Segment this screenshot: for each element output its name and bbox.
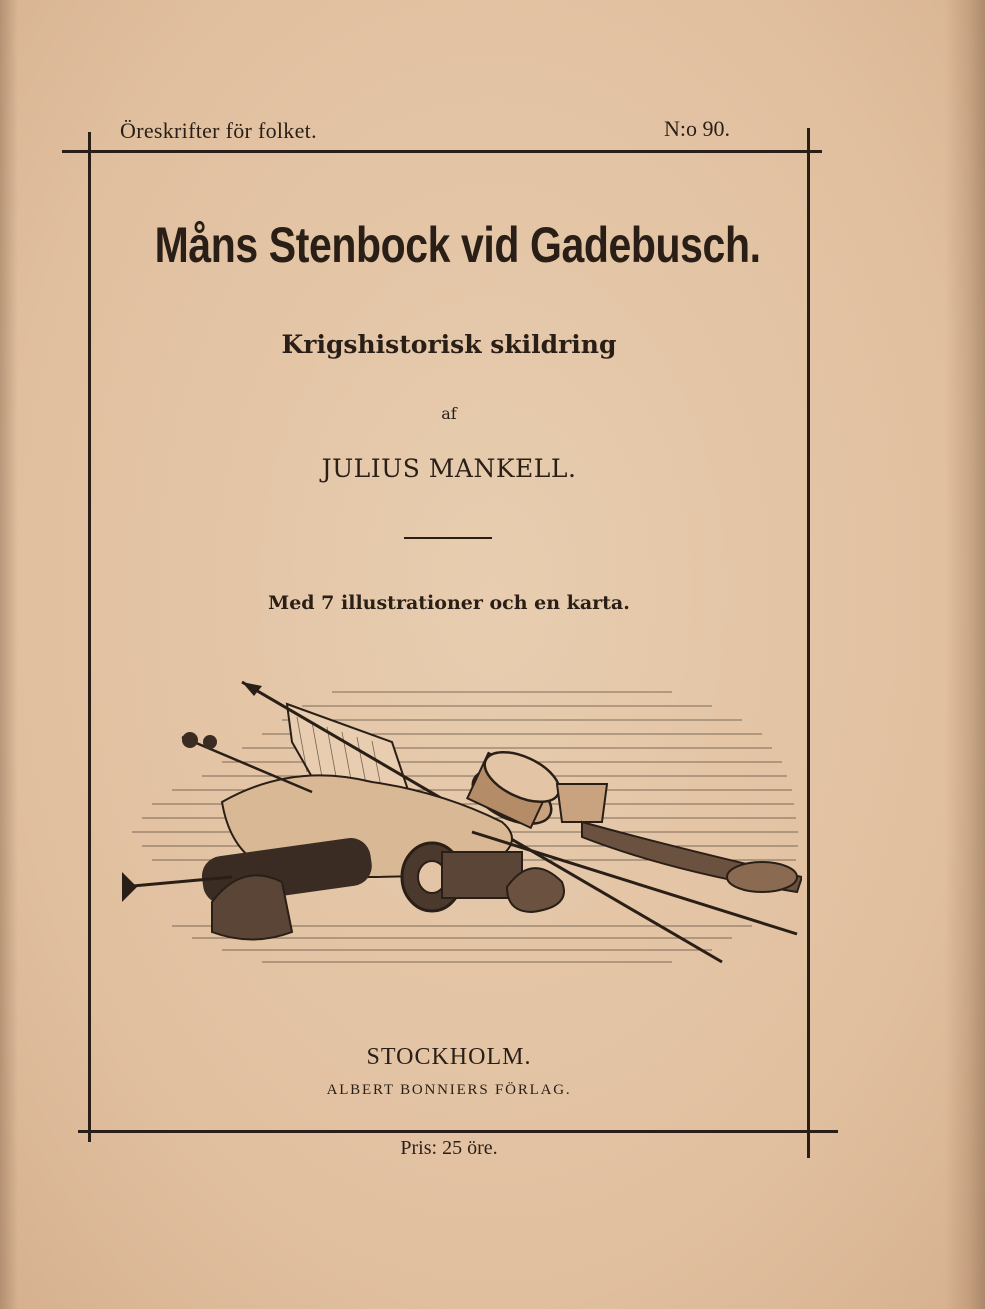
divider-rule bbox=[404, 537, 492, 539]
illustrations-note: Med 7 illustrationer och en karta. bbox=[268, 592, 630, 614]
price-label: Pris: 25 öre. bbox=[400, 1137, 498, 1159]
issue-number: N:o 90. bbox=[664, 116, 730, 141]
frame-top-rule bbox=[62, 150, 822, 153]
frame-right-rule bbox=[807, 128, 810, 1158]
series-title: Öreskrifter för folket. bbox=[120, 118, 317, 143]
frame-bottom-rule bbox=[78, 1130, 838, 1133]
halberd bbox=[182, 737, 312, 792]
book-title: Måns Stenbock vid Gadebusch. bbox=[154, 217, 761, 273]
book-subtitle: Krigshistorisk skildring bbox=[281, 330, 617, 359]
author-name: JULIUS MANKELL. bbox=[321, 454, 577, 483]
battlefield-engraving bbox=[112, 672, 802, 972]
publisher-name: ALBERT BONNIERS FÖRLAG. bbox=[326, 1082, 572, 1098]
page-edge-right bbox=[945, 0, 985, 1309]
page-edge-left bbox=[0, 0, 18, 1309]
by-line: af bbox=[441, 404, 457, 423]
publication-city: STOCKHOLM. bbox=[366, 1044, 532, 1070]
bucket bbox=[557, 784, 607, 822]
frame-left-rule bbox=[88, 132, 91, 1142]
